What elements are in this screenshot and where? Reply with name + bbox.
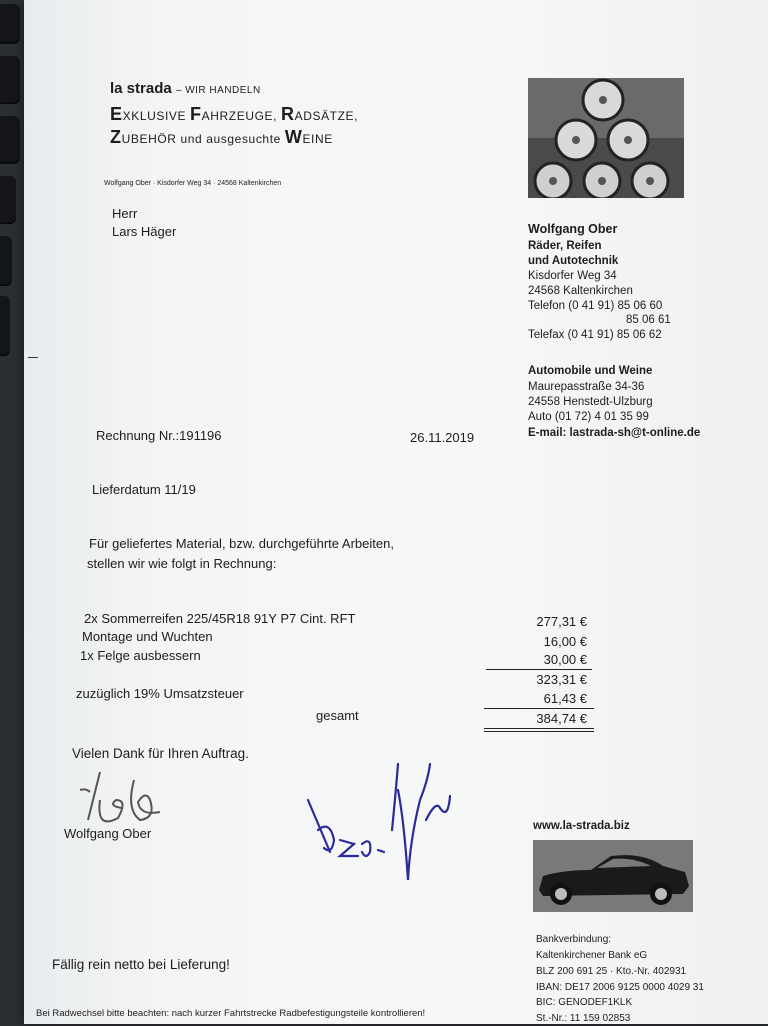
car-photo	[533, 840, 693, 912]
company-phone-2: 85 06 61	[626, 314, 671, 326]
brand-line-3: ZUBEHÖR und ausgesuchte WEINE	[110, 127, 333, 147]
brand-line	[110, 80, 261, 97]
company-fax: Telefax (0 41 91) 85 06 62	[528, 329, 662, 341]
total-double-rule-2	[484, 731, 594, 732]
item-amount: 16,00 €	[543, 634, 587, 649]
item-desc: Montage und Wuchten	[82, 629, 213, 644]
company-name: Wolfgang Ober	[528, 222, 618, 236]
website: www.la-strada.biz	[533, 820, 630, 832]
item-amount: 277,31 €	[536, 614, 587, 629]
thanks-text: Vielen Dank für Ihren Auftrag.	[72, 746, 249, 761]
due-note: Fällig rein netto bei Lieferung!	[52, 957, 230, 972]
subtotal-rule	[486, 669, 592, 670]
tax-label: zuzüglich 19% Umsatzsteuer	[76, 686, 244, 701]
company-line-1: Räder, Reifen	[528, 240, 602, 252]
total-label: gesamt	[316, 708, 359, 723]
tax-amount: 61,43 €	[543, 691, 587, 706]
recipient-name: Lars Häger	[112, 224, 177, 239]
signer-name: Wolfgang Ober	[64, 826, 152, 841]
bank-tax-number: St.-Nr.: 11 159 02853	[536, 1013, 631, 1024]
footer-note: Bei Radwechsel bitte beachten: nach kurzer Fahrtstrecke Radbefestigungsteile kontrollieren!	[36, 1008, 426, 1019]
subtotal-amount: 323,31 €	[536, 672, 587, 687]
fold-mark	[28, 357, 38, 358]
bank-bic: BIC: GENODEF1KLK	[536, 997, 633, 1008]
section2-title: Automobile und Weine	[528, 365, 653, 377]
recipient-salutation: Herr	[112, 206, 138, 221]
wheels-photo	[528, 78, 684, 198]
brand-line-2: EXKLUSIVE FAHRZEUGE, RADSÄTZE,	[110, 104, 359, 124]
bank-blz: BLZ 200 691 25 · Kto.-Nr. 402931	[536, 966, 687, 977]
company-line-2: und Autotechnik	[528, 255, 619, 267]
delivery-date: Lieferdatum 11/19	[92, 482, 196, 497]
bank-iban: IBAN: DE17 2006 9125 0000 4029 31	[536, 982, 704, 993]
bank-name: Kaltenkirchener Bank eG	[536, 950, 648, 961]
intro-line-1: Für geliefertes Material, bzw. durchgeführte Arbeiten,	[89, 536, 394, 551]
item-desc: 1x Felge ausbessern	[80, 648, 201, 663]
handwritten-signature	[300, 760, 460, 890]
item-desc: 2x Sommerreifen 225/45R18 91Y P7 Cint. RFT	[84, 611, 356, 626]
intro-line-2: stellen wir wie folgt in Rechnung:	[87, 556, 277, 571]
total-amount: 384,74 €	[536, 711, 587, 726]
invoice-date: 26.11.2019	[410, 430, 475, 445]
company-auto-phone: Auto (01 72) 4 01 35 99	[528, 411, 649, 423]
company-city-2: 24558 Henstedt-Ulzburg	[528, 396, 653, 408]
brand-name: la strada	[110, 80, 172, 97]
company-city: 24568 Kaltenkirchen	[528, 285, 633, 297]
invoice-number: Rechnung Nr.:191196	[96, 428, 222, 443]
company-email: E-mail: lastrada-sh@t-online.de	[528, 427, 701, 439]
total-double-rule-1	[484, 728, 594, 729]
bank-title: Bankverbindung:	[536, 934, 612, 945]
brand-tagline: – WIR HANDELN	[175, 85, 261, 96]
company-phone: Telefon (0 41 91) 85 06 60	[528, 300, 663, 312]
item-amount: 30,00 €	[543, 652, 587, 667]
total-rule	[484, 708, 594, 709]
company-street: Kisdorfer Weg 34	[528, 270, 617, 282]
company-street-2: Maurepasstraße 34-36	[528, 381, 645, 393]
sender-line: Wolfgang Ober · Kisdorfer Weg 34 · 24568 Kaltenkirchen	[104, 180, 282, 187]
